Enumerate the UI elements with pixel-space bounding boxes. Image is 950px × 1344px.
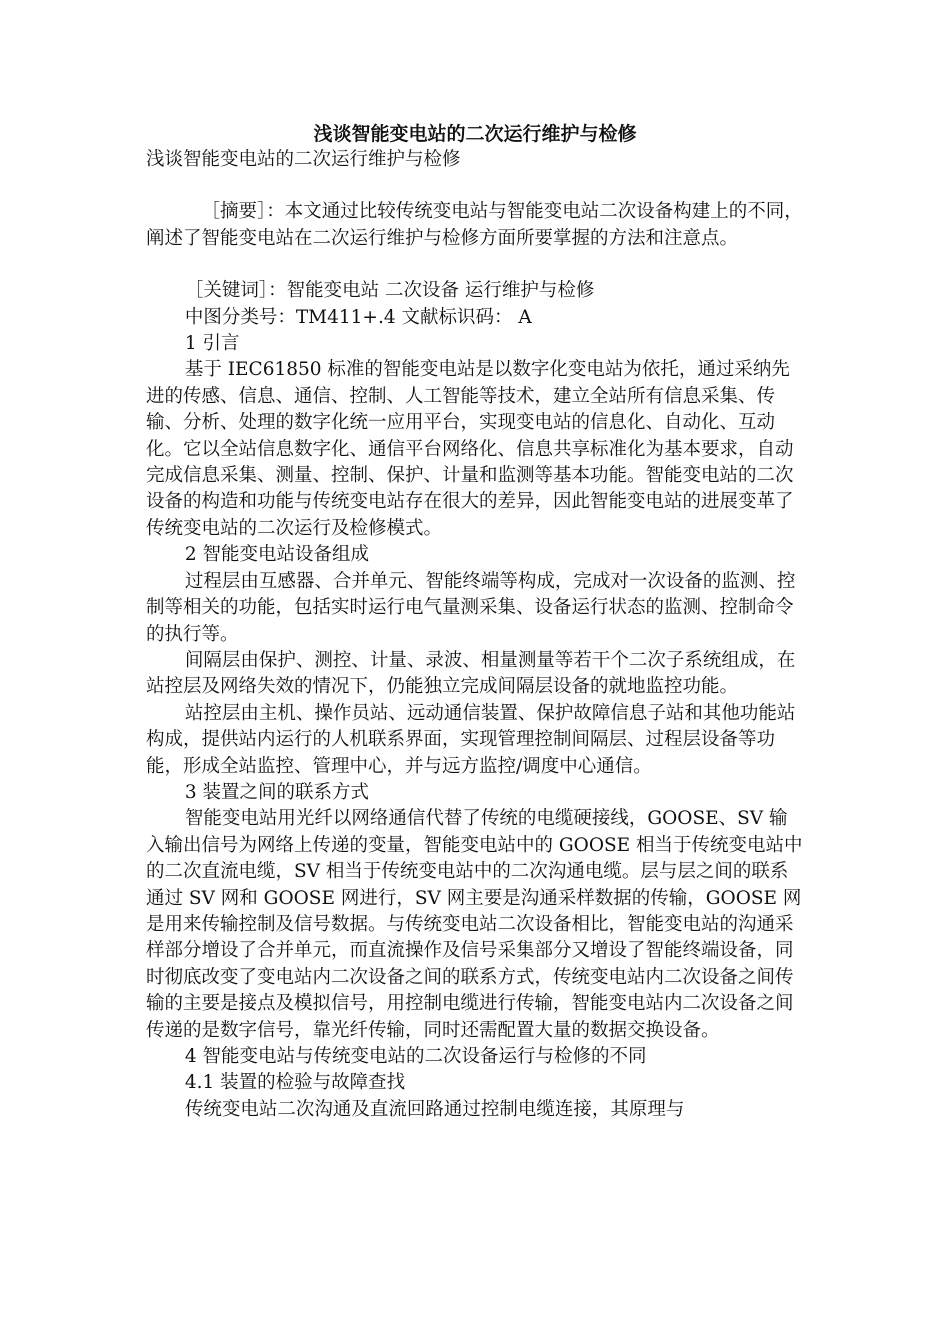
paragraph: 过程层由互感器、合并单元、智能终端等构成，完成对一次设备的监测、控制等相关的功能，包括实时运行电气量测采集、设备运行状态的监测、控制命令的执行等。: [146, 570, 796, 645]
spacer: [146, 252, 806, 278]
abstract: ［摘要］：本文通过比较传统变电站与智能变电站二次设备构建上的不同，阐述了智能变电站在二次运行维护与检修方面所要掌握的方法和注意点。: [146, 201, 803, 249]
paragraph: 间隔层由保护、测控、计量、录波、相量测量等若干个二次子系统组成，在站控层及网络失效的情况下，仍能独立完成间隔层设备的就地监控功能。: [146, 649, 796, 698]
paragraph: 传统变电站二次沟通及直流回路通过控制电缆连接，其原理与: [184, 1098, 685, 1120]
spacer: [146, 173, 806, 199]
document-title: 浅谈智能变电站的二次运行维护与检修: [313, 123, 637, 145]
section-heading: 2 智能变电站设备组成: [184, 544, 369, 566]
subsection-heading: 4.1 装置的检验与故障查找: [184, 1072, 406, 1094]
paragraph: 基于 IEC61850 标准的智能变电站是以数字化变电站为依托，通过采纳先进的传感、信息、通信、控制、人工智能等技术，建立全站所有信息采集、传输、分析、处理的数字化统一应用平台，实现变电站的信息化、自动化、互动化。它以全站信息数字化、通信平台网络化、信息共享标准化为基本要求，自动完成信息采集、测量、控制、保护、计量和监测等基本功能。智能变电站的二次设备的构造和功能与传统变电站存在很大的差异，因此智能变电站的进展变革了传统变电站的二次运行及检修模式。: [146, 359, 794, 539]
section-heading: 1 引言: [184, 333, 240, 355]
section-heading: 3 装置之间的联系方式: [184, 781, 369, 803]
document-subtitle: 浅谈智能变电站的二次运行维护与检修: [146, 149, 461, 170]
keywords: ［关键词］：智能变电站 二次设备 运行维护与检修: [184, 280, 595, 302]
paragraph: 站控层由主机、操作员站、远动通信装置、保护故障信息子站和其他功能站构成，提供站内运行的人机联系界面，实现管理控制间隔层、过程层设备等功能，形成全站监控、管理中心，并与远方监控/调度中心通信。: [146, 702, 796, 777]
paragraph: 智能变电站用光纤以网络通信代替了传统的电缆硬接线，GOOSE、SV 输入输出信号为网络上传递的变量，智能变电站中的 GOOSE 相当于传统变电站中的二次直流电缆，SV 相当于传统变电站中的二次沟通电缆。层与层之间的联系通过 SV 网和 GOOSE 网进行，SV 网主要是沟通采样数据的传输，GOOSE 网是用来传输控制及信号数据。与传统变电站二次设备相比，智能变电站的沟通采样部分增设了合并单元，而直流操作及信号采集部分又增设了智能终端设备，同时彻底改变了变电站内二次设备之间的联系方式，传统变电站内二次设备之间传输的主要是接点及模拟信号，用控制电缆进行传输，智能变电站内二次设备之间传递的是数字信号，靠光纤传输，同时还需配置大量的数据交换设备。: [146, 808, 803, 1041]
classification: 中图分类号：TM411+.4 文献标识码： A: [184, 306, 532, 328]
document-body: [146, 147, 806, 1123]
section-heading: 4 智能变电站与传统变电站的二次设备运行与检修的不同: [184, 1046, 647, 1067]
